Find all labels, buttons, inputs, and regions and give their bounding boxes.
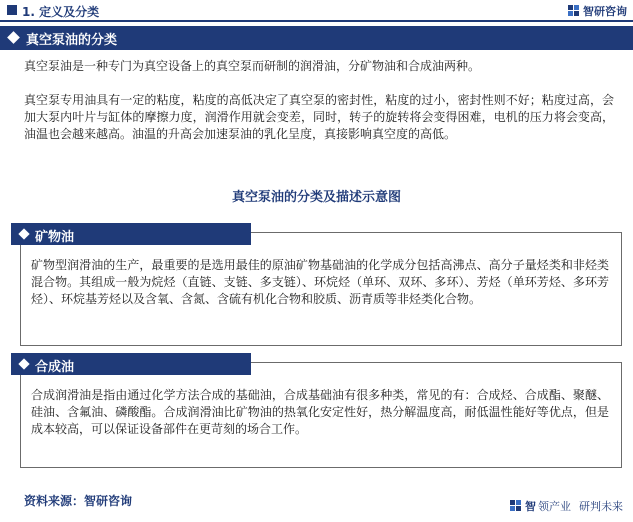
diamond-icon <box>7 31 20 44</box>
section-bar <box>0 26 633 50</box>
source-note: 资料来源：智研咨询 <box>24 494 133 508</box>
footer-slogan-2: 研判未来 <box>579 500 623 513</box>
intro-paragraph-2: 真空泵专用油具有一定的粘度，粘度的高低决定了真空泵的密封性，粘度的过小，密封性则不好；粘度过高，会加大泵内叶片与缸体的摩擦力度，润滑作用就会变差，同时，转子的旋转将会变得困难，电机的压力将会变高，油温也会越来越高。油温的升高会加速泵油的乳化呈度，真接影响真空度的高低。 <box>24 93 614 141</box>
card-label: 合成油 <box>35 360 75 375</box>
footer-brand: 智 <box>525 500 536 513</box>
header-square-icon <box>7 5 17 15</box>
card-mineral-oil <box>20 232 622 346</box>
diagram-title: 真空泵油的分类及描述示意图 <box>231 190 401 205</box>
header-divider <box>0 20 633 22</box>
section-heading: 1. 定义及分类 <box>22 5 100 19</box>
card-tab <box>11 223 251 245</box>
zhiyan-logo-icon <box>568 5 580 17</box>
zhiyan-logo-icon <box>510 500 522 512</box>
brand-logo <box>568 3 627 19</box>
card-synthetic-oil <box>20 362 622 468</box>
footer-slogan-1: 领产业 <box>538 500 571 513</box>
card-tab <box>11 353 251 375</box>
card-text: 合成润滑油是指由通过化学方法合成的基础油，合成基础油有很多种类，常见的有：合成烃、合成酯、聚醚、硅油、含氟油、磷酸酯。合成润滑油比矿物油的热氧化安定性好，热分解温度高，耐低温性能好等优点，但是成本较高，可以保证设备部件在更苛刻的场合工作。 <box>31 388 609 436</box>
footer-logo <box>510 498 623 514</box>
diamond-icon <box>18 228 29 239</box>
top-header <box>0 0 633 22</box>
card-label: 矿物油 <box>35 230 75 245</box>
section-bar-title: 真空泵油的分类 <box>26 33 118 48</box>
card-text: 矿物型润滑油的生产，最重要的是选用最佳的原油矿物基础油的化学成分包括高沸点、高分子量烃类和非烃类混合物。其组成一般为烷烃（直链、支链、多支链）、环烷烃（单环、双环、多环）、芳烃（单环芳烃、多环芳烃）、环烷基芳烃以及含氧、含氮、含硫有机化合物和胶质、沥青质等非烃类化合物。 <box>31 258 609 306</box>
diamond-icon <box>18 358 29 369</box>
logo-text: 智研咨询 <box>583 5 627 18</box>
intro-paragraph-1: 真空泵油是一种专门为真空设备上的真空泵而研制的润滑油，分矿物油和合成油两种。 <box>24 59 481 73</box>
